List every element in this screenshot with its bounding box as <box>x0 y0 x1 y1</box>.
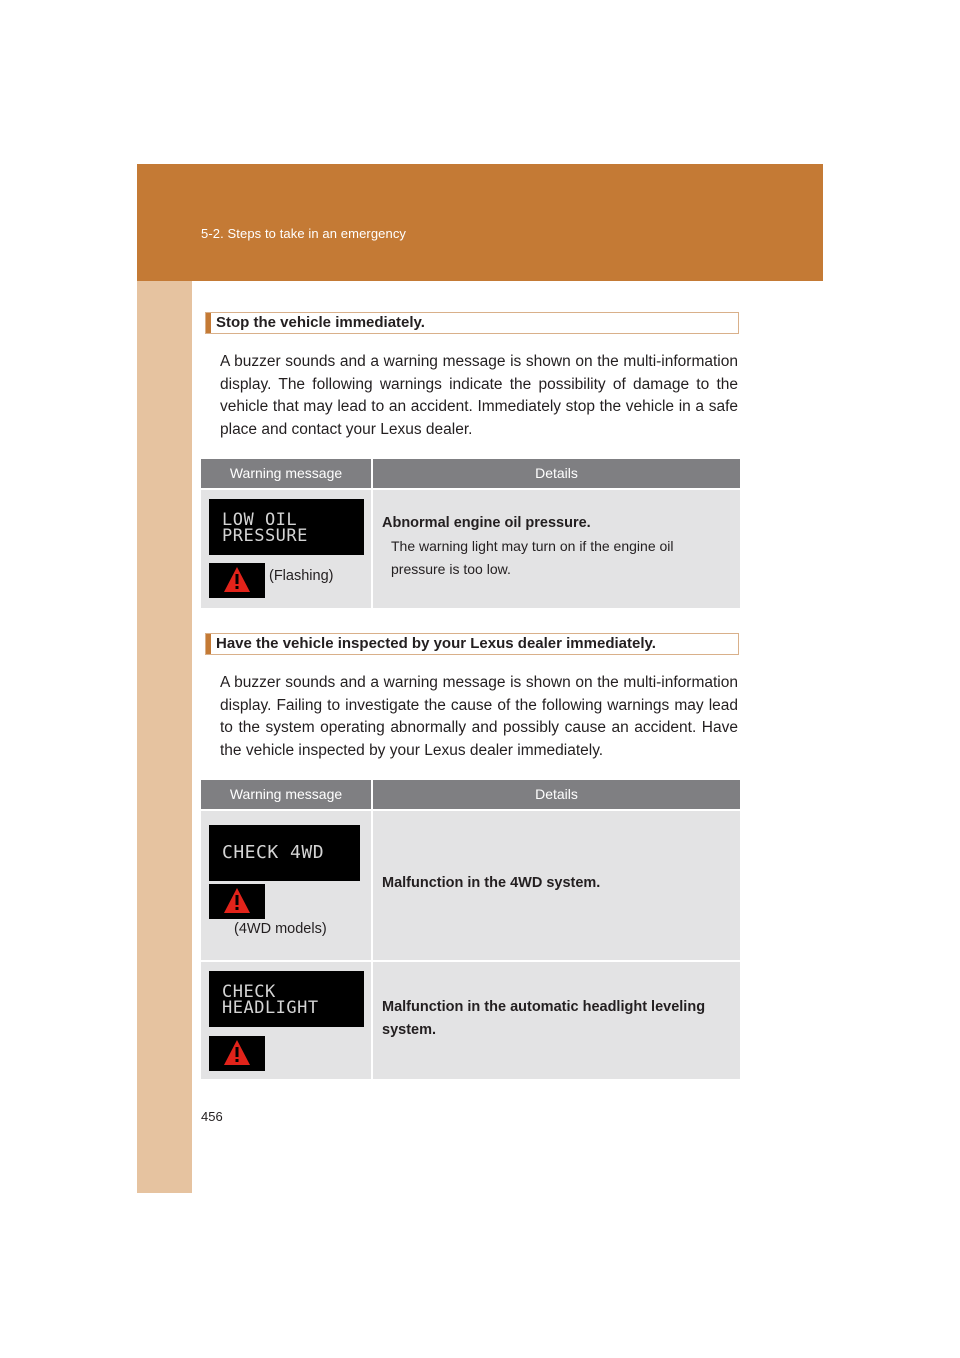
table-header <box>201 780 740 809</box>
table-header <box>201 459 740 488</box>
table-row <box>201 962 740 1079</box>
note-flashing: (Flashing) <box>269 568 334 584</box>
table-row <box>201 811 740 960</box>
lcd-display-check-headlight: CHECK HEADLIGHT <box>209 971 364 1027</box>
section-breadcrumb: 5-2. Steps to take in an emergency <box>201 226 407 241</box>
warning-lamp <box>209 884 265 919</box>
page-number: 456 <box>201 1109 223 1124</box>
table-row <box>201 490 740 608</box>
section-heading-stop <box>205 312 739 334</box>
warning-lamp <box>209 563 265 598</box>
heading-accent-bar <box>206 634 211 654</box>
heading-accent-bar <box>206 313 211 333</box>
heading-text: Stop the vehicle immediately. <box>216 314 425 331</box>
header-band <box>137 164 823 281</box>
warning-triangle-icon <box>223 887 251 915</box>
note-4wd-models: (4WD models) <box>234 921 327 937</box>
side-strip <box>137 281 192 1193</box>
column-header-warning: Warning message <box>229 786 343 802</box>
detail-title: Malfunction in the 4WD system. <box>382 875 601 891</box>
paragraph-stop: A buzzer sounds and a warning message is shown on the multi-information display. The following warnings indicate the possibility of damage to the vehicle that may lead to an accident. Immediately stop the vehicle in a safe place and contact your Lexus dealer. <box>220 353 738 439</box>
column-header-warning: Warning message <box>229 465 343 481</box>
section-heading-inspect <box>205 633 739 655</box>
paragraph-inspect: A buzzer sounds and a warning message is shown on the multi-information display. Failing to investigate the cause of the following warnings may lead to the system operating abnormally and possibly cause an accident. Have the vehicle inspected by your Lexus dealer immediately. <box>220 674 738 760</box>
lcd-display-check-4wd: CHECK 4WD <box>209 825 360 881</box>
detail-title: Abnormal engine oil pressure. <box>382 515 591 531</box>
warning-triangle-icon <box>223 1039 251 1067</box>
lcd-display-low-oil: LOW OIL PRESSURE <box>209 499 364 555</box>
warning-lamp <box>209 1036 265 1071</box>
heading-text: Have the vehicle inspected by your Lexus dealer immediately. <box>216 635 656 652</box>
detail-body: The warning light may turn on if the engine oil pressure is too low. <box>391 538 674 577</box>
column-header-details: Details <box>535 786 578 802</box>
warning-triangle-icon <box>223 566 251 594</box>
detail-title: Malfunction in the automatic headlight leveling system. <box>382 999 706 1038</box>
column-header-details: Details <box>535 465 578 481</box>
